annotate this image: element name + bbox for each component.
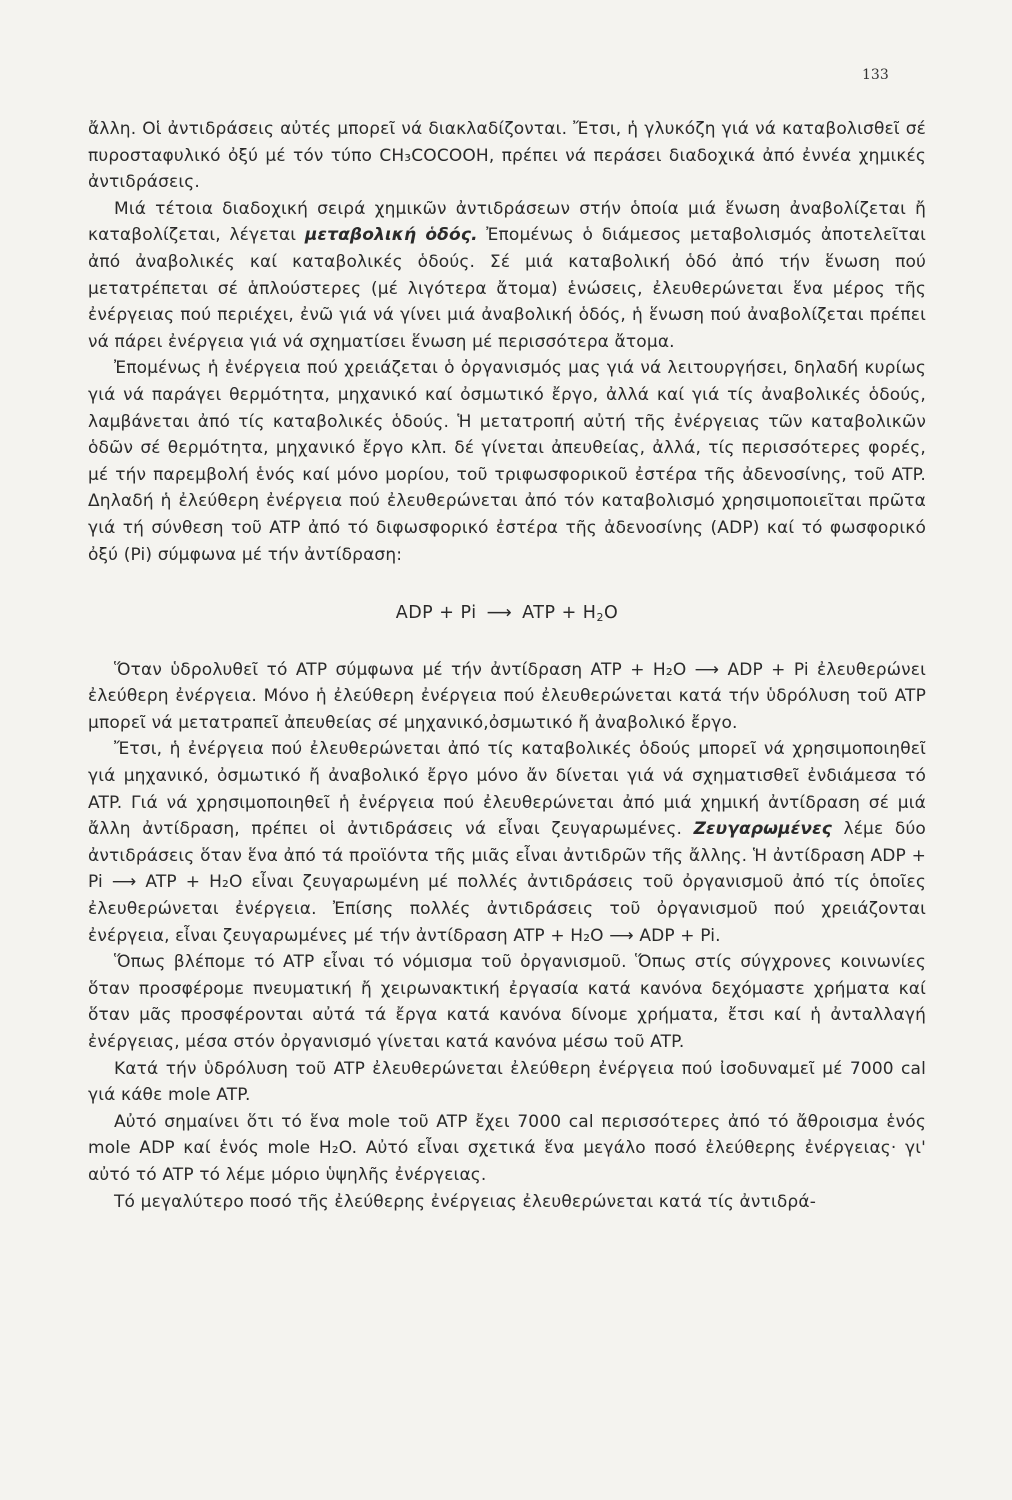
equation-reactants: ADP + Pi (395, 603, 477, 624)
paragraph-3: Ἐπομένως ἡ ἐνέργεια πού χρειάζεται ὁ ὀργανισμός μας γιά νά λειτουργήσει, δηλαδή κυρίως γιά νά παράγει θερμότητα, μηχανικό καί ὀσμωτικό ἔργο, ἀλλά καί γιά τίς ἀναβολικές ὁδούς, λαμβάνεται ἀπό τίς καταβολικές ὁδούς. Ἡ μετατροπή αὐτή τῆς ἐνέργειας τῶν καταβολικῶν ὁδῶν σέ θερμότητα, μηχανικό ἔργο κλπ. δέ γίνεται ἀπευθείας, ἀλλά, τίς περισσότερες φορές, μέ τήν παρεμβολή ἑνός καί μόνο μορίου, τοῦ τριφωσφορικοῦ ἐστέρα τῆς ἀδενοσίνης, τοῦ ATP. Δηλαδή ἡ ἐλεύθερη ἐνέργεια πού ἐλευθερώνεται ἀπό τόν καταβολισμό χρησιμοποιεῖται πρῶτα γιά τή σύνθεση τοῦ ATP ἀπό τό διφωσφορικό ἐστέρα τῆς ἀδενοσίνης (ADP) καί τό φωσφορικό ὀξύ (Pi) σύμφωνα μέ τήν ἀντίδραση: (88, 358, 926, 565)
paragraph-5-text-a: Ἔτσι, ἡ ἐνέργεια πού ἐλευθερώνεται ἀπό τίς καταβολικές ὁδούς μπορεῖ νά χρησιμοποιηθεῖ γιά μηχανικό, ὀσμωτικό ἤ ἀναβολικό ἔργο μόνο ἄν δίνεται γιά νά σχηματισθεῖ ἐνδιάμεσα τό ATP. Γιά νά χρησιμοποιηθεῖ ἡ ἐνέργεια πού ἐλευθερώνεται ἀπό μιά χημική ἀντίδραση σέ μιά ἄλλη ἀντίδραση, πρέπει οἱ ἀντιδράσεις νά εἶναι ζευγαρωμένες. (88, 739, 926, 840)
body-text (88, 116, 926, 1215)
paragraph-2-text-a: Μιά τέτοια διαδοχική σειρά χημικῶν ἀντιδράσεων στήν ὁποία μιά ἕνωση ἀναβολίζεται ἤ καταβολίζεται, λέγεται (88, 198, 926, 246)
equation-products: ATP + H (522, 603, 597, 624)
paragraph-4: Ὅταν ὑδρολυθεῖ τό ATP σύμφωνα μέ τήν ἀντίδραση ATP + H₂O ⟶ ADP + Pi ἐλευθερώνει ἐλεύθερη ἐνέργεια. Μόνο ἡ ἐλεύθερη ἐνέργεια πού ἐλευθερώνεται κατά τήν ὑδρόλυση τοῦ ATP μπορεῖ νά μετατραπεῖ ἀπευθείας σέ μηχανικό,ὀσμωτικό ἤ ἀναβολικό ἔργο. (88, 659, 926, 733)
page-number: 133 (862, 67, 889, 83)
reaction-equation (88, 600, 926, 627)
term-coupled: Ζευγαρωμένες (693, 819, 832, 840)
paragraph-5-text-b: λέμε δύο ἀντιδράσεις ὅταν ἕνα ἀπό τά προϊόντα τῆς μιᾶς εἶναι ἀντιδρῶν τῆς ἄλλης. Ἡ ἀντίδραση ADP + Pi ⟶ ATP + H₂O εἶναι ζευγαρωμένη μέ πολλές ἀντιδράσεις τοῦ ὀργανισμοῦ ἀπό τίς ὁποῖες ἐλευθερώνεται ἐνέργεια. Ἐπίσης πολλές ἀντιδράσεις τοῦ ὀργανισμοῦ πού χρειάζονται ἐνέργεια, εἶναι ζευγαρωμένες μέ τήν ἀντίδραση ATP + H₂O ⟶ ADP + Pi. (88, 819, 926, 946)
term-metabolic-pathway: μεταβολική ὁδός. (304, 225, 478, 246)
equation-subscript: 2 (596, 611, 604, 625)
paragraph-2-text-b: Ἐπομένως ὁ διάμεσος μεταβολισμός ἀποτελεῖται ἀπό ἀναβολικές καί καταβολικές ὁδούς. Σέ μιά καταβολική ὁδό ἀπό τήν ἕνωση πού μετατρέπεται σέ ἁπλούστερες (μέ λιγότερα ἄτομα) ἑνώσεις, ἐλευθερώνεται ἕνα μέρος τῆς ἐνέργειας πού περιέχει, ἐνῶ γιά νά γίνει μιά ἀναβολική ὁδός, ἡ ἕνωση πού ἀναβολίζεται πρέπει νά πάρει ἐνέργεια γιά νά σχηματίσει ἕνωση μέ περισσότερα ἄτομα. (88, 225, 927, 352)
paragraph-7: Κατά τήν ὑδρόλυση τοῦ ATP ἐλευθερώνεται ἐλεύθερη ἐνέργεια πού ἰσοδυναμεῖ μέ 7000 cal γιά κάθε mole ATP. (88, 1058, 926, 1106)
paragraph-1: ἄλλη. Οἱ ἀντιδράσεις αὐτές μπορεῖ νά διακλαδίζονται. Ἔτσι, ἡ γλυκόζη γιά νά καταβολισθεῖ σέ πυροσταφυλικό ὀξύ μέ τόν τύπο CH₃COCOOH, πρέπει νά περάσει διαδοχικά ἀπό ἐννέα χημικές ἀντιδράσεις. (88, 119, 926, 193)
equation-products-end: O (603, 603, 619, 624)
reaction-arrow-icon: ⟶ (486, 603, 513, 624)
paragraph-8: Αὐτό σημαίνει ὅτι τό ἕνα mole τοῦ ATP ἔχει 7000 cal περισσότερες ἀπό τό ἄθροισμα ἑνός mole ADP καί ἑνός mole H₂O. Αὐτό εἶναι σχετικά ἕνα μεγάλο ποσό ἐλεύθερης ἐνέργειας· γι' αὐτό τό ATP τό λέμε μόριο ὑψηλῆς ἐνέργειας. (88, 1111, 926, 1185)
paragraph-5 (88, 736, 926, 949)
paragraph-9: Τό μεγαλύτερο ποσό τῆς ἐλεύθερης ἐνέργειας ἐλευθερώνεται κατά τίς ἀντιδρά- (114, 1191, 816, 1212)
paragraph-2 (88, 196, 926, 356)
paragraph-6: Ὅπως βλέπομε τό ATP εἶναι τό νόμισμα τοῦ ὀργανισμοῦ. Ὅπως στίς σύγχρονες κοινωνίες ὅταν προσφέρομε πνευματική ἤ χειρωνακτική ἐργασία κατά κανόνα δεχόμαστε χρήματα καί ὅταν μᾶς προσφέρονται αὐτά τά ἔργα κατά κανόνα δίνομε χρήματα, ἔτσι καί ἡ ἀνταλλαγή ἐνέργειας, μέσα στόν ὀργανισμό γίνεται κατά κανόνα μέσω τοῦ ATP. (88, 952, 926, 1052)
